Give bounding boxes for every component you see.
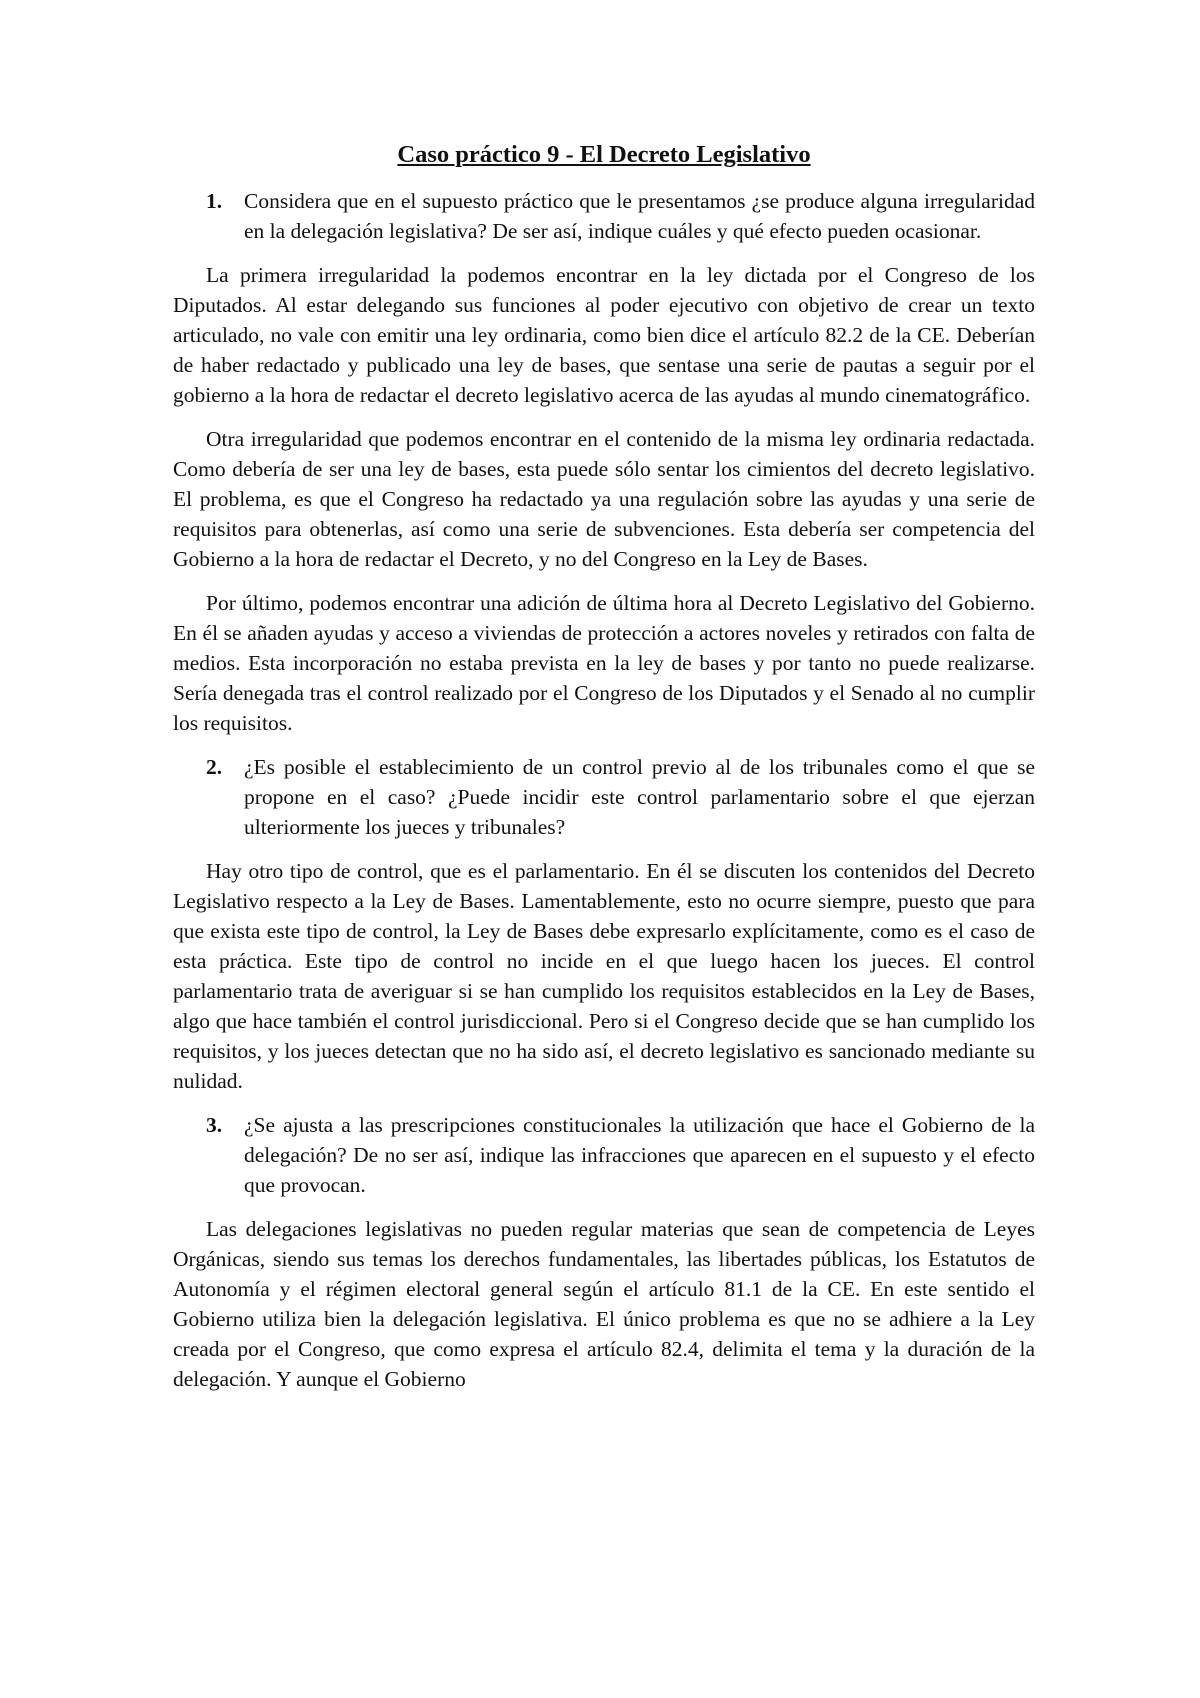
document-title: Caso práctico 9 - El Decreto Legislativo — [397, 141, 811, 168]
answer-1-paragraph-1: La primera irregularidad la podemos encontrar en la ley dictada por el Congreso de los Diputados. Al estar delegando sus funciones al poder ejecutivo con objetivo de crear un texto articulado, no vale con emitir una ley ordinaria, como bien dice el artículo 82.2 de la CE. Deberían de haber redactado y publicado una ley de bases, que sentase una serie de pautas a seguir por el gobierno a la hora de redactar el decreto legislativo acerca de las ayudas al mundo cinematográfico. — [173, 263, 1035, 407]
answer-1-paragraph-3: Por último, podemos encontrar una adición de última hora al Decreto Legislativo del Gobierno. En él se añaden ayudas y acceso a viviendas de protección a actores noveles y retirados con falta de medios. Esta incorporación no estaba prevista en la ley de bases y por tanto no puede realizarse. Sería denegada tras el control realizado por el Congreso de los Diputados y el Senado al no cumplir los requisitos. — [173, 591, 1035, 735]
question-2-number: 2. — [206, 755, 223, 779]
question-1 — [173, 186, 1035, 246]
question-2 — [173, 752, 1035, 842]
question-3-text: ¿Se ajusta a las prescripciones constitucionales la utilización que hace el Gobierno de la delegación? De no ser así, indique las infracciones que aparecen en el supuesto y el efecto que provocan. — [244, 1113, 1035, 1197]
question-1-number: 1. — [206, 189, 223, 213]
answer-1-paragraph-2: Otra irregularidad que podemos encontrar en el contenido de la misma ley ordinaria redactada. Como debería de ser una ley de bases, esta puede sólo sentar los cimientos del decreto legislativo. El problema, es que el Congreso ha redactado ya una regulación sobre las ayudas y una serie de requisitos para obtenerlas, así como una serie de subvenciones. Esta debería ser competencia del Gobierno a la hora de redactar el Decreto, y no del Congreso en la Ley de Bases. — [173, 427, 1035, 571]
question-3-number: 3. — [206, 1113, 223, 1137]
answer-2-paragraph-1: Hay otro tipo de control, que es el parlamentario. En él se discuten los contenidos del Decreto Legislativo respecto a la Ley de Bases. Lamentablemente, esto no ocurre siempre, puesto que para que exista este tipo de control, la Ley de Bases debe expresarlo explícitamente, como es el caso de esta práctica. Este tipo de control no incide en el que luego hacen los jueces. El control parlamentario trata de averiguar si se han cumplido los requisitos establecidos en la Ley de Bases, algo que hace también el control jurisdiccional. Pero si el Congreso decide que se han cumplido los requisitos, y los jueces detectan que no ha sido así, el decreto legislativo es sancionado mediante su nulidad. — [173, 859, 1035, 1093]
question-2-text: ¿Es posible el establecimiento de un control previo al de los tribunales como el que se propone en el caso? ¿Puede incidir este control parlamentario sobre el que ejerzan ulteriormente los jueces y tribunales? — [244, 755, 1035, 839]
document-page — [173, 138, 1035, 1408]
question-3 — [173, 1110, 1035, 1200]
answer-3-paragraph-1: Las delegaciones legislativas no pueden regular materias que sean de competencia de Leyes Orgánicas, siendo sus temas los derechos fundamentales, las libertades públicas, los Estatutos de Autonomía y el régimen electoral general según el artículo 81.1 de la CE. En este sentido el Gobierno utiliza bien la delegación legislativa. El único problema es que no se adhiere a la Ley creada por el Congreso, que como expresa el artículo 82.4, delimita el tema y la duración de la delegación. Y aunque el Gobierno — [173, 1217, 1035, 1391]
question-1-text: Considera que en el supuesto práctico que le presentamos ¿se produce alguna irregularidad en la delegación legislativa? De ser así, indique cuáles y qué efecto pueden ocasionar. — [244, 189, 1035, 243]
